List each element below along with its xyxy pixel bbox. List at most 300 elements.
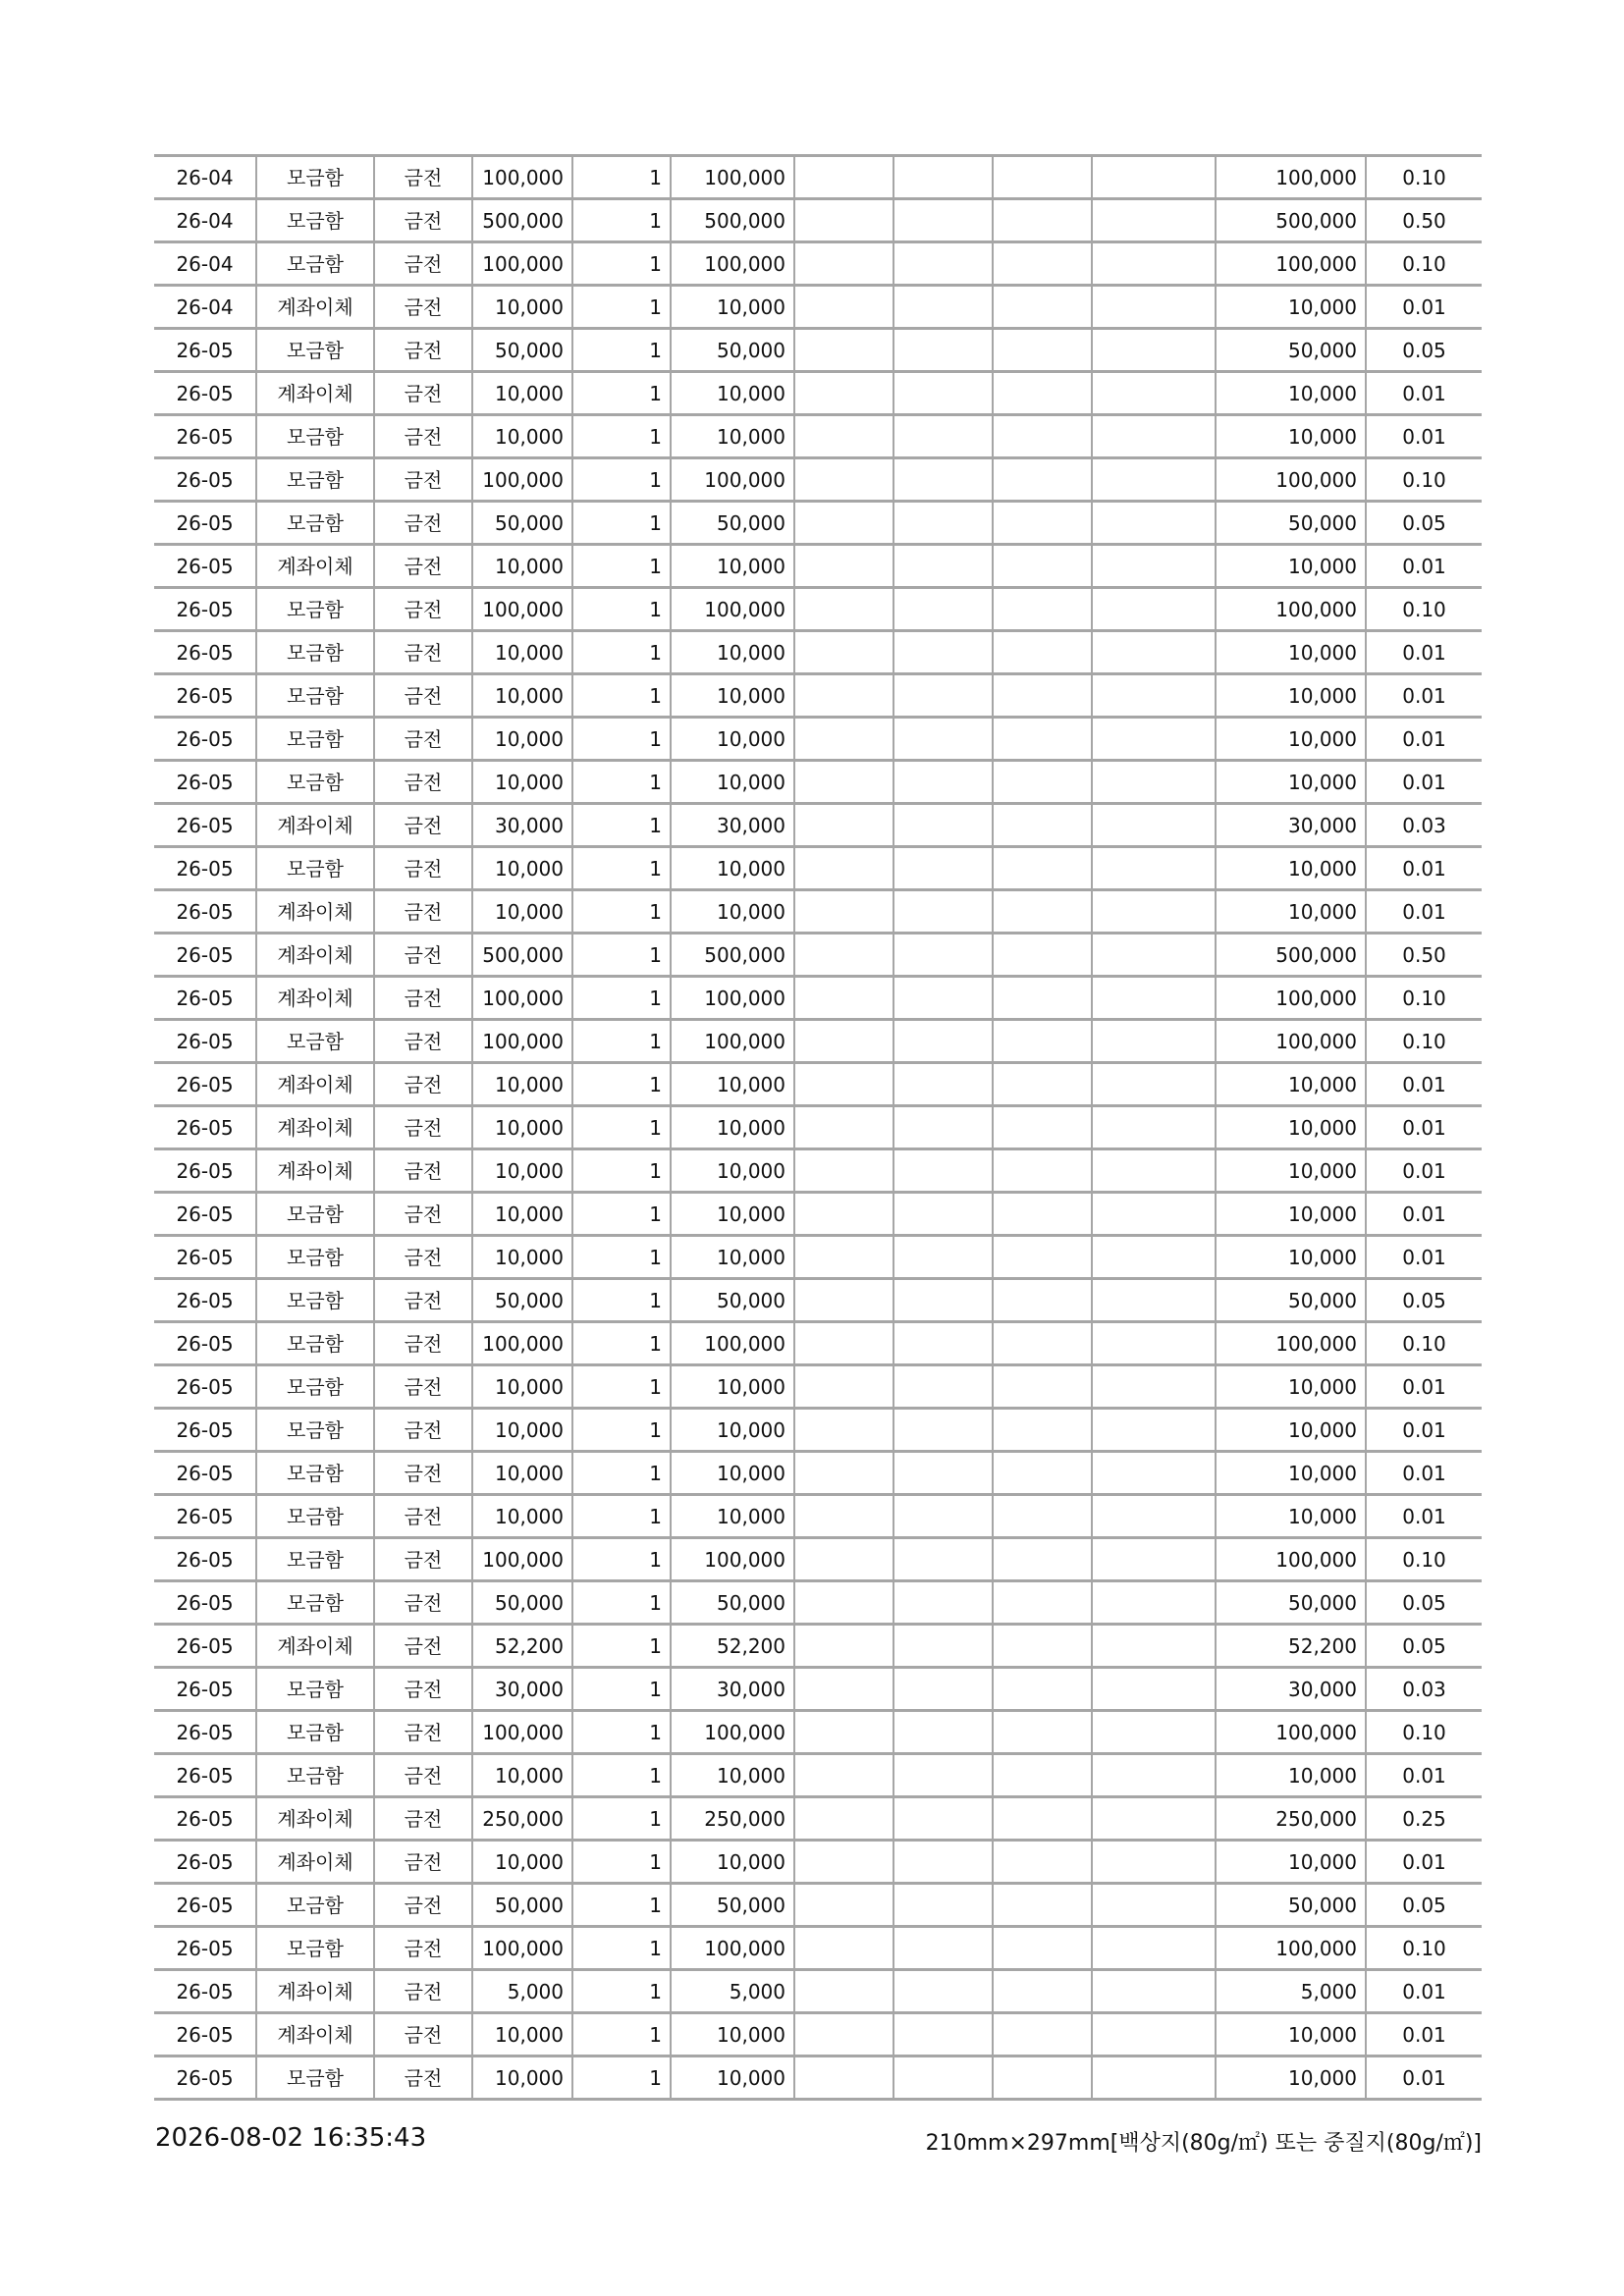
cell-unit-amount: 10,000 [472,1236,572,1279]
cell-blank-2 [893,718,993,761]
cell-unit-amount: 100,000 [472,588,572,631]
cell-total: 50,000 [1216,1581,1366,1625]
cell-blank-3 [993,1409,1092,1452]
cell-blank-3 [993,2056,1092,2100]
cell-ratio: 0.01 [1366,890,1482,934]
table-row [154,1236,1482,1279]
cell-blank-2 [893,242,993,286]
cell-method: 계좌이체 [256,977,374,1020]
table-row [154,1711,1482,1754]
cell-unit-amount: 10,000 [472,1452,572,1495]
cell-blank-1 [794,1841,893,1884]
cell-ratio: 0.05 [1366,329,1482,372]
cell-unit-amount: 10,000 [472,1063,572,1106]
cell-blank-2 [893,1365,993,1409]
cell-date: 26-05 [154,1149,256,1193]
cell-unit-amount: 10,000 [472,545,572,588]
cell-blank-2 [893,1841,993,1884]
cell-method: 모금함 [256,1020,374,1063]
table-row [154,156,1482,199]
cell-type: 금전 [374,1754,472,1797]
cell-ratio: 0.01 [1366,1754,1482,1797]
cell-amount: 10,000 [671,372,794,415]
cell-date: 26-05 [154,1884,256,1927]
table-row [154,1625,1482,1668]
cell-unit-amount: 10,000 [472,2056,572,2100]
cell-blank-3 [993,286,1092,329]
cell-amount: 10,000 [671,1063,794,1106]
cell-blank-2 [893,1797,993,1841]
cell-ratio: 0.01 [1366,415,1482,458]
cell-blank-3 [993,502,1092,545]
cell-quantity: 1 [572,1063,671,1106]
cell-ratio: 0.01 [1366,761,1482,804]
cell-blank-4 [1092,674,1216,718]
cell-method: 계좌이체 [256,1149,374,1193]
cell-blank-2 [893,286,993,329]
cell-blank-1 [794,1322,893,1365]
cell-blank-2 [893,1754,993,1797]
cell-unit-amount: 30,000 [472,804,572,847]
cell-ratio: 0.01 [1366,1149,1482,1193]
table-row [154,1106,1482,1149]
table-row [154,1279,1482,1322]
cell-blank-1 [794,502,893,545]
cell-amount: 10,000 [671,890,794,934]
cell-quantity: 1 [572,934,671,977]
cell-amount: 100,000 [671,156,794,199]
cell-blank-2 [893,415,993,458]
cell-blank-4 [1092,1106,1216,1149]
cell-total: 10,000 [1216,1236,1366,1279]
cell-blank-3 [993,977,1092,1020]
cell-blank-2 [893,2056,993,2100]
cell-ratio: 0.01 [1366,2013,1482,2056]
cell-amount: 100,000 [671,242,794,286]
cell-total: 500,000 [1216,934,1366,977]
cell-amount: 10,000 [671,1754,794,1797]
cell-quantity: 1 [572,847,671,890]
cell-type: 금전 [374,934,472,977]
cell-type: 금전 [374,242,472,286]
cell-blank-4 [1092,1279,1216,1322]
cell-blank-1 [794,1452,893,1495]
cell-total: 30,000 [1216,1668,1366,1711]
cell-type: 금전 [374,718,472,761]
cell-amount: 10,000 [671,847,794,890]
cell-date: 26-05 [154,1236,256,1279]
cell-unit-amount: 10,000 [472,2013,572,2056]
cell-blank-4 [1092,1409,1216,1452]
cell-ratio: 0.01 [1366,1365,1482,1409]
table-row [154,1063,1482,1106]
cell-method: 모금함 [256,2056,374,2100]
cell-quantity: 1 [572,1020,671,1063]
cell-blank-2 [893,977,993,1020]
cell-blank-1 [794,588,893,631]
cell-unit-amount: 50,000 [472,1884,572,1927]
cell-total: 50,000 [1216,1279,1366,1322]
table-row [154,1927,1482,1970]
cell-blank-2 [893,1322,993,1365]
cell-blank-1 [794,1236,893,1279]
cell-method: 모금함 [256,156,374,199]
cell-ratio: 0.05 [1366,502,1482,545]
table-row [154,761,1482,804]
cell-total: 10,000 [1216,372,1366,415]
cell-total: 5,000 [1216,1970,1366,2013]
cell-method: 모금함 [256,1322,374,1365]
cell-quantity: 1 [572,761,671,804]
cell-quantity: 1 [572,1581,671,1625]
cell-unit-amount: 10,000 [472,761,572,804]
cell-blank-3 [993,588,1092,631]
cell-unit-amount: 10,000 [472,1409,572,1452]
cell-ratio: 0.01 [1366,1193,1482,1236]
cell-total: 10,000 [1216,1193,1366,1236]
cell-type: 금전 [374,1797,472,1841]
cell-ratio: 0.10 [1366,458,1482,502]
cell-unit-amount: 500,000 [472,199,572,242]
cell-type: 금전 [374,329,472,372]
cell-blank-1 [794,1797,893,1841]
cell-blank-2 [893,1409,993,1452]
cell-quantity: 1 [572,1279,671,1322]
cell-blank-4 [1092,1063,1216,1106]
cell-blank-2 [893,156,993,199]
cell-blank-3 [993,934,1092,977]
table-row [154,631,1482,674]
cell-blank-4 [1092,1149,1216,1193]
cell-total: 10,000 [1216,415,1366,458]
cell-ratio: 0.01 [1366,1106,1482,1149]
cell-method: 계좌이체 [256,890,374,934]
cell-quantity: 1 [572,631,671,674]
cell-type: 금전 [374,2056,472,2100]
cell-unit-amount: 30,000 [472,1668,572,1711]
cell-method: 계좌이체 [256,1063,374,1106]
cell-blank-3 [993,718,1092,761]
cell-quantity: 1 [572,890,671,934]
cell-method: 모금함 [256,242,374,286]
cell-type: 금전 [374,1409,472,1452]
cell-quantity: 1 [572,2056,671,2100]
table-row [154,1365,1482,1409]
cell-blank-2 [893,1711,993,1754]
cell-blank-4 [1092,156,1216,199]
cell-blank-1 [794,199,893,242]
cell-date: 26-05 [154,1193,256,1236]
cell-amount: 10,000 [671,2056,794,2100]
cell-blank-4 [1092,718,1216,761]
cell-method: 모금함 [256,761,374,804]
cell-blank-4 [1092,1020,1216,1063]
cell-blank-2 [893,1020,993,1063]
cell-amount: 10,000 [671,674,794,718]
cell-method: 계좌이체 [256,286,374,329]
cell-blank-2 [893,631,993,674]
cell-method: 계좌이체 [256,1106,374,1149]
cell-date: 26-05 [154,372,256,415]
cell-total: 10,000 [1216,1149,1366,1193]
cell-total: 10,000 [1216,761,1366,804]
cell-blank-4 [1092,199,1216,242]
table-row [154,588,1482,631]
cell-quantity: 1 [572,1970,671,2013]
cell-ratio: 0.10 [1366,1927,1482,1970]
cell-unit-amount: 10,000 [472,631,572,674]
cell-type: 금전 [374,977,472,1020]
cell-unit-amount: 500,000 [472,934,572,977]
cell-type: 금전 [374,1365,472,1409]
cell-blank-3 [993,674,1092,718]
cell-blank-3 [993,1020,1092,1063]
cell-blank-2 [893,1625,993,1668]
cell-ratio: 0.01 [1366,1495,1482,1538]
cell-blank-3 [993,1711,1092,1754]
cell-blank-2 [893,1452,993,1495]
cell-ratio: 0.05 [1366,1581,1482,1625]
cell-unit-amount: 10,000 [472,1106,572,1149]
cell-blank-2 [893,1538,993,1581]
cell-unit-amount: 10,000 [472,890,572,934]
cell-ratio: 0.01 [1366,545,1482,588]
table-row [154,1797,1482,1841]
cell-unit-amount: 10,000 [472,286,572,329]
cell-blank-4 [1092,1365,1216,1409]
cell-ratio: 0.01 [1366,674,1482,718]
cell-blank-4 [1092,1884,1216,1927]
table-row [154,1322,1482,1365]
cell-date: 26-05 [154,1365,256,1409]
cell-total: 100,000 [1216,1322,1366,1365]
table-row [154,2013,1482,2056]
table-row [154,1409,1482,1452]
cell-ratio: 0.10 [1366,977,1482,1020]
cell-type: 금전 [374,1106,472,1149]
table-row [154,502,1482,545]
cell-date: 26-05 [154,415,256,458]
cell-blank-1 [794,1884,893,1927]
cell-date: 26-05 [154,1020,256,1063]
cell-quantity: 1 [572,502,671,545]
cell-blank-2 [893,1581,993,1625]
cell-type: 금전 [374,502,472,545]
cell-unit-amount: 50,000 [472,502,572,545]
cell-ratio: 0.01 [1366,286,1482,329]
cell-total: 10,000 [1216,890,1366,934]
cell-amount: 100,000 [671,1927,794,1970]
cell-amount: 10,000 [671,286,794,329]
cell-date: 26-05 [154,1106,256,1149]
cell-method: 계좌이체 [256,1841,374,1884]
cell-blank-4 [1092,1754,1216,1797]
cell-method: 계좌이체 [256,804,374,847]
cell-unit-amount: 100,000 [472,1711,572,1754]
cell-total: 10,000 [1216,1495,1366,1538]
cell-blank-4 [1092,545,1216,588]
cell-blank-2 [893,329,993,372]
cell-total: 10,000 [1216,1452,1366,1495]
cell-type: 금전 [374,1452,472,1495]
cell-date: 26-05 [154,890,256,934]
cell-type: 금전 [374,1063,472,1106]
cell-quantity: 1 [572,1538,671,1581]
cell-blank-3 [993,242,1092,286]
cell-type: 금전 [374,804,472,847]
cell-date: 26-05 [154,1581,256,1625]
cell-blank-4 [1092,1236,1216,1279]
cell-ratio: 0.01 [1366,847,1482,890]
cell-method: 모금함 [256,718,374,761]
cell-blank-4 [1092,1322,1216,1365]
cell-blank-3 [993,1970,1092,2013]
cell-type: 금전 [374,847,472,890]
cell-type: 금전 [374,1149,472,1193]
cell-type: 금전 [374,458,472,502]
cell-date: 26-05 [154,502,256,545]
cell-blank-4 [1092,934,1216,977]
cell-quantity: 1 [572,804,671,847]
cell-unit-amount: 100,000 [472,1020,572,1063]
cell-blank-4 [1092,502,1216,545]
cell-blank-4 [1092,1711,1216,1754]
cell-ratio: 0.01 [1366,1452,1482,1495]
cell-type: 금전 [374,1927,472,1970]
cell-quantity: 1 [572,977,671,1020]
cell-blank-4 [1092,415,1216,458]
cell-unit-amount: 10,000 [472,415,572,458]
cell-date: 26-05 [154,545,256,588]
cell-blank-3 [993,1106,1092,1149]
cell-blank-3 [993,545,1092,588]
cell-blank-1 [794,934,893,977]
table-row [154,1581,1482,1625]
cell-unit-amount: 10,000 [472,1841,572,1884]
cell-method: 모금함 [256,415,374,458]
cell-date: 26-05 [154,1927,256,1970]
table-row [154,1020,1482,1063]
cell-method: 모금함 [256,1927,374,1970]
cell-blank-1 [794,1193,893,1236]
cell-blank-4 [1092,1970,1216,2013]
cell-amount: 100,000 [671,588,794,631]
cell-date: 26-05 [154,1797,256,1841]
cell-total: 50,000 [1216,502,1366,545]
cell-quantity: 1 [572,1625,671,1668]
cell-amount: 10,000 [671,1365,794,1409]
cell-total: 30,000 [1216,804,1366,847]
cell-blank-2 [893,502,993,545]
cell-type: 금전 [374,674,472,718]
cell-blank-3 [993,1193,1092,1236]
cell-blank-3 [993,1927,1092,1970]
cell-ratio: 0.01 [1366,718,1482,761]
cell-total: 10,000 [1216,2013,1366,2056]
cell-amount: 500,000 [671,934,794,977]
cell-blank-3 [993,372,1092,415]
cell-blank-2 [893,199,993,242]
cell-blank-3 [993,1668,1092,1711]
cell-amount: 10,000 [671,1452,794,1495]
cell-blank-1 [794,458,893,502]
cell-blank-1 [794,1149,893,1193]
cell-unit-amount: 10,000 [472,1365,572,1409]
cell-amount: 10,000 [671,1841,794,1884]
cell-type: 금전 [374,1322,472,1365]
cell-ratio: 0.10 [1366,1711,1482,1754]
cell-blank-1 [794,415,893,458]
cell-amount: 5,000 [671,1970,794,2013]
cell-quantity: 1 [572,1884,671,1927]
cell-blank-2 [893,1193,993,1236]
cell-total: 50,000 [1216,1884,1366,1927]
cell-unit-amount: 100,000 [472,1322,572,1365]
cell-blank-4 [1092,588,1216,631]
cell-blank-4 [1092,2013,1216,2056]
cell-blank-3 [993,458,1092,502]
table-row [154,1754,1482,1797]
cell-blank-1 [794,1927,893,1970]
cell-ratio: 0.01 [1366,1841,1482,1884]
cell-quantity: 1 [572,286,671,329]
cell-blank-4 [1092,1668,1216,1711]
cell-blank-3 [993,1365,1092,1409]
cell-blank-2 [893,1106,993,1149]
cell-date: 26-05 [154,1711,256,1754]
cell-method: 모금함 [256,588,374,631]
cell-amount: 100,000 [671,458,794,502]
cell-amount: 30,000 [671,1668,794,1711]
cell-blank-2 [893,1884,993,1927]
cell-type: 금전 [374,1970,472,2013]
table-row [154,242,1482,286]
cell-amount: 10,000 [671,1149,794,1193]
cell-method: 모금함 [256,1668,374,1711]
cell-method: 모금함 [256,502,374,545]
cell-blank-3 [993,1581,1092,1625]
table-row [154,199,1482,242]
cell-total: 10,000 [1216,1063,1366,1106]
table-row [154,718,1482,761]
cell-amount: 10,000 [671,631,794,674]
table-row [154,1668,1482,1711]
cell-blank-4 [1092,1581,1216,1625]
cell-method: 모금함 [256,1538,374,1581]
cell-ratio: 0.10 [1366,1538,1482,1581]
cell-amount: 100,000 [671,1020,794,1063]
cell-blank-1 [794,1538,893,1581]
table-row [154,1884,1482,1927]
cell-blank-4 [1092,286,1216,329]
cell-ratio: 0.01 [1366,631,1482,674]
cell-blank-4 [1092,329,1216,372]
cell-blank-3 [993,1754,1092,1797]
cell-type: 금전 [374,1841,472,1884]
cell-date: 26-05 [154,588,256,631]
cell-type: 금전 [374,1538,472,1581]
cell-ratio: 0.03 [1366,1668,1482,1711]
table-row [154,1970,1482,2013]
table-row [154,1841,1482,1884]
cell-blank-1 [794,1020,893,1063]
cell-amount: 100,000 [671,1322,794,1365]
cell-blank-3 [993,1841,1092,1884]
cell-blank-1 [794,1106,893,1149]
cell-blank-4 [1092,372,1216,415]
cell-amount: 10,000 [671,2013,794,2056]
cell-blank-3 [993,1322,1092,1365]
